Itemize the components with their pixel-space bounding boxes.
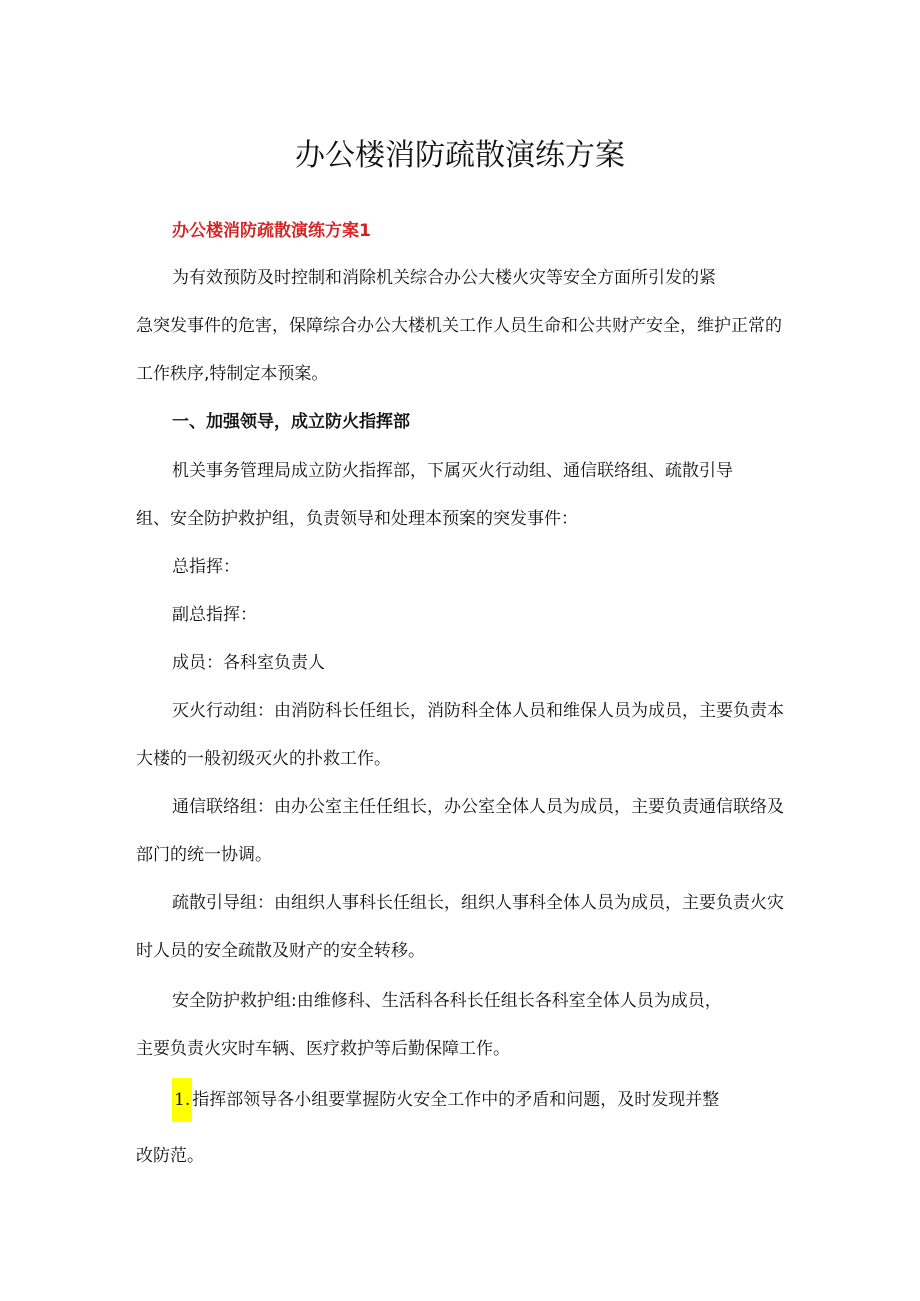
item-1-line-1: [172, 1087, 719, 1113]
intro-paragraph-line-2: 急突发事件的危害，保障综合办公大楼机关工作人员生命和公共财产安全，维护正常的: [136, 316, 782, 336]
members-line: 成员：各科室负责人: [172, 653, 325, 673]
item-1-number-highlight: 1.: [172, 1078, 192, 1122]
safety-group-line-1: 安全防护救护组:由维修科、生活科各科长任组长各科室全体人员为成员，: [172, 991, 722, 1011]
vice-commander-line: 副总指挥：: [172, 605, 257, 625]
intro-paragraph-line-1: 为有效预防及时控制和消除机关综合办公大楼火灾等安全方面所引发的紧: [172, 268, 716, 288]
evac-group-line-2: 时人员的安全疏散及财产的安全转移。: [136, 941, 425, 961]
safety-group-line-2: 主要负责火灾时车辆、医疗救护等后勤保障工作。: [136, 1039, 510, 1059]
comms-group-line-1: 通信联络组：由办公室主任任组长，办公室全体人员为成员，主要负责通信联络及: [172, 797, 784, 817]
intro-paragraph-line-3: 工作秩序,特制定本预案。: [136, 364, 329, 384]
item-1-line-2: 改防范。: [136, 1146, 204, 1166]
document-title: 办公楼消防疏散演练方案: [295, 138, 625, 173]
comms-group-line-2: 部门的统一协调。: [136, 845, 272, 865]
evac-group-line-1: 疏散引导组：由组织人事科长任组长，组织人事科全体人员为成员，主要负责火灾: [172, 893, 784, 913]
firefight-group-line-1: 灭火行动组：由消防科长任组长，消防科全体人员和维保人员为成员，主要负责本: [172, 701, 784, 721]
firefight-group-line-2: 大楼的一般初级灭火的扑救工作。: [136, 749, 391, 769]
item-1-text: 指挥部领导各小组要掌握防火安全工作中的矛盾和问题，及时发现并整: [192, 1090, 720, 1110]
org-paragraph-line-2: 组、安全防护救护组，负责领导和处理本预案的突发事件：: [136, 509, 578, 529]
commander-line: 总指挥：: [172, 557, 240, 577]
org-paragraph-line-1: 机关事务管理局成立防火指挥部，下属灭火行动组、通信联络组、疏散引导: [172, 461, 733, 481]
heading-establish-command: 一、加强领导，成立防火指挥部: [172, 412, 410, 432]
section-heading: 办公楼消防疏散演练方案1: [172, 221, 371, 241]
